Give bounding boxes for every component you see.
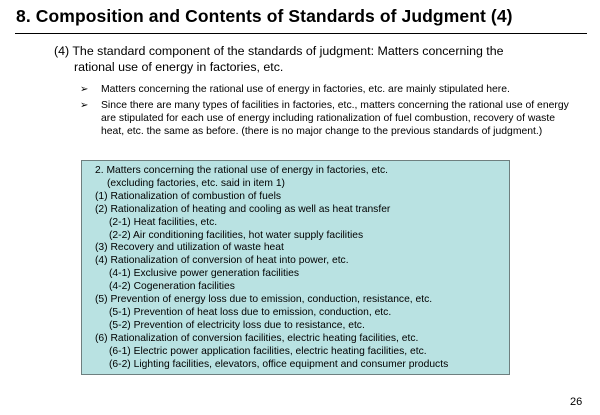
subheading-line-1: (4) The standard component of the standards of judgment: Matters concerning the [54,44,504,58]
content-line: (3) Recovery and utilization of waste heat [95,242,284,254]
content-line: (6-2) Lighting facilities, elevators, office equipment and consumer products [109,358,449,370]
content-line: (5) Prevention of energy loss due to emission, conduction, resistance, etc. [95,294,433,306]
content-line: (4-1) Exclusive power generation facilities [109,268,300,280]
bullet-list [80,83,580,141]
content-line: (6-1) Electric power application facilities, electric heating facilities, etc. [109,345,427,357]
bullet-text: Matters concerning the rational use of energy in factories, etc. are mainly stipulated here. [101,84,510,95]
content-line: (5-1) Prevention of heat loss due to emission, conduction, etc. [109,306,392,318]
content-line: (2-1) Heat facilities, etc. [109,216,218,228]
page-number: 26 [570,396,583,408]
section-subheading [54,43,574,75]
content-line: (4-2) Cogeneration facilities [109,281,235,293]
bullet-text: Since there are many types of facilities in factories, etc., matters concerning the rational use of energy are stipulated for each use of energy including rationalization of fuel combustion, recovery of waste heat, etc. the same as before. (there is no major change to the previous standards of judgment.) [101,99,569,138]
subheading-line-2: rational use of energy in factories, etc. [74,60,284,74]
bullet-item [80,99,580,139]
content-line: 2. Matters concerning the rational use of energy in factories, etc. [95,165,389,176]
slide-title: 8. Composition and Contents of Standards of Judgment (4) [16,6,513,26]
arrow-bullet-icon: ➢ [80,99,89,111]
content-line: (5-2) Prevention of electricity loss due to resistance, etc. [109,319,365,331]
content-line: (2-2) Air conditioning facilities, hot water supply facilities [109,229,364,241]
content-line: (2) Rationalization of heating and cooling as well as heat transfer [95,203,391,215]
content-line: (1) Rationalization of combustion of fuels [95,190,282,202]
title-divider [15,33,587,34]
bullet-item [80,83,580,96]
content-line: (excluding factories, etc. said in item 1) [107,177,285,189]
standards-content-list [95,165,448,372]
content-line: (6) Rationalization of conversion facilities, electric heating facilities, etc. [95,332,419,344]
content-line: (4) Rationalization of conversion of heat into power, etc. [95,255,349,267]
arrow-bullet-icon: ➢ [80,84,89,95]
